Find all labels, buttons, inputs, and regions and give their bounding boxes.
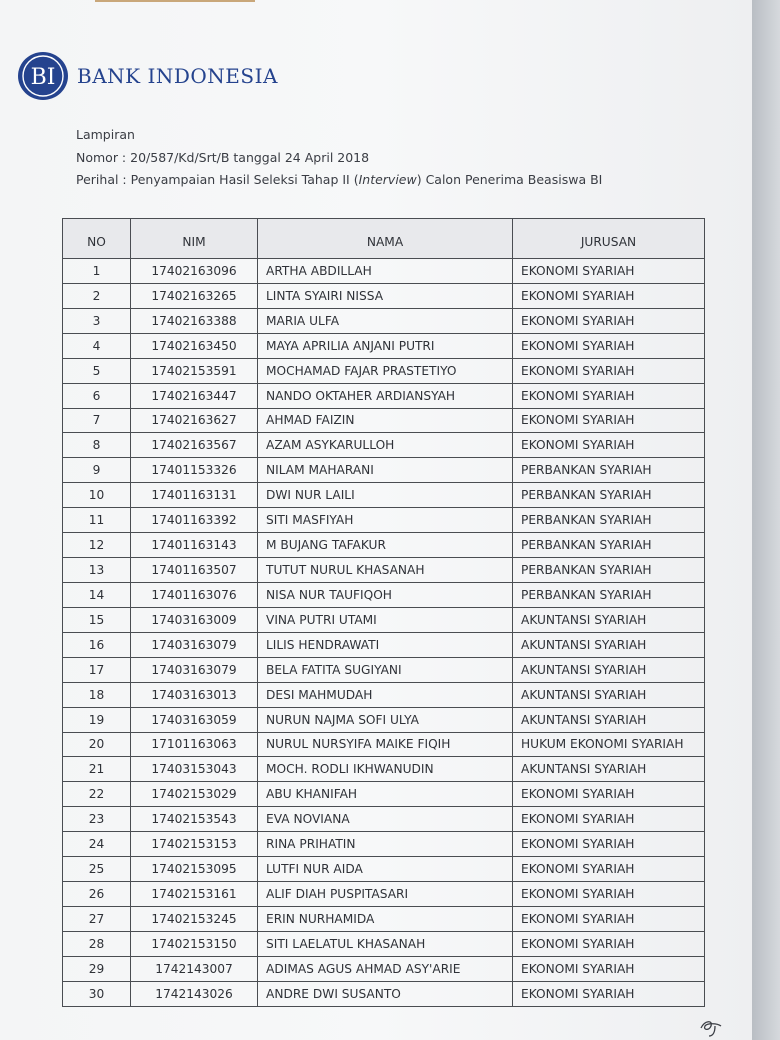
lampiran-label: Lampiran [76, 127, 135, 142]
row-jurusan: EKONOMI SYARIAH [513, 832, 705, 857]
row-nama: ANDRE DWI SUSANTO [258, 981, 513, 1006]
table-row [63, 757, 705, 782]
header-no: NO [63, 219, 131, 259]
row-nama: MOCHAMAD FAJAR PRASTETIYO [258, 358, 513, 383]
header-nim: NIM [131, 219, 258, 259]
table-row [63, 458, 705, 483]
row-no: 20 [63, 732, 131, 757]
table-row [63, 732, 705, 757]
table-header-row [63, 219, 705, 259]
row-nim: 17401163076 [131, 582, 258, 607]
table-row [63, 383, 705, 408]
row-nim: 17101163063 [131, 732, 258, 757]
binder-strip [95, 0, 255, 2]
row-jurusan: EKONOMI SYARIAH [513, 358, 705, 383]
table-row [63, 981, 705, 1006]
row-nim: 17402153153 [131, 832, 258, 857]
row-no: 23 [63, 807, 131, 832]
row-nama: EVA NOVIANA [258, 807, 513, 832]
row-jurusan: EKONOMI SYARIAH [513, 981, 705, 1006]
page-edge-shadow [752, 0, 780, 1040]
perihal-italic: Interview [358, 172, 417, 187]
row-nim: 17402153543 [131, 807, 258, 832]
table-row [63, 857, 705, 882]
row-nim: 17402163096 [131, 259, 258, 284]
row-nim: 17402153095 [131, 857, 258, 882]
row-no: 16 [63, 632, 131, 657]
handwritten-initial-icon [695, 1014, 729, 1038]
table-row [63, 807, 705, 832]
row-nim: 17401153326 [131, 458, 258, 483]
table-row [63, 832, 705, 857]
row-nim: 17403153043 [131, 757, 258, 782]
perihal-line [76, 169, 602, 192]
row-nama: NILAM MAHARANI [258, 458, 513, 483]
bi-logo-icon [18, 52, 68, 100]
row-no: 3 [63, 308, 131, 333]
table-row [63, 956, 705, 981]
row-jurusan: AKUNTANSI SYARIAH [513, 707, 705, 732]
row-nama: ABU KHANIFAH [258, 782, 513, 807]
row-no: 12 [63, 533, 131, 558]
row-no: 9 [63, 458, 131, 483]
row-nama: NURUN NAJMA SOFI ULYA [258, 707, 513, 732]
row-nim: 17402153245 [131, 906, 258, 931]
row-no: 11 [63, 508, 131, 533]
row-nama: NISA NUR TAUFIQOH [258, 582, 513, 607]
row-no: 4 [63, 333, 131, 358]
row-nama: MAYA APRILIA ANJANI PUTRI [258, 333, 513, 358]
row-nim: 17402163567 [131, 433, 258, 458]
bank-indonesia-logo [18, 52, 278, 100]
row-jurusan: AKUNTANSI SYARIAH [513, 632, 705, 657]
row-nim: 17402153150 [131, 931, 258, 956]
table-row [63, 259, 705, 284]
row-nama: BELA FATITA SUGIYANI [258, 657, 513, 682]
table-row [63, 607, 705, 632]
header-jurusan: JURUSAN [513, 219, 705, 259]
row-jurusan: EKONOMI SYARIAH [513, 882, 705, 907]
table-row [63, 283, 705, 308]
table-row [63, 533, 705, 558]
row-nama: ADIMAS AGUS AHMAD ASY'ARIE [258, 956, 513, 981]
row-nama: LINTA SYAIRI NISSA [258, 283, 513, 308]
row-nim: 17403163079 [131, 632, 258, 657]
row-nim: 17402163388 [131, 308, 258, 333]
row-nim: 17402163450 [131, 333, 258, 358]
row-jurusan: HUKUM EKONOMI SYARIAH [513, 732, 705, 757]
row-nama: MARIA ULFA [258, 308, 513, 333]
table-row [63, 408, 705, 433]
table-row [63, 358, 705, 383]
row-jurusan: EKONOMI SYARIAH [513, 807, 705, 832]
row-nama: DWI NUR LAILI [258, 483, 513, 508]
row-jurusan: PERBANKAN SYARIAH [513, 508, 705, 533]
row-jurusan: EKONOMI SYARIAH [513, 906, 705, 931]
row-jurusan: AKUNTANSI SYARIAH [513, 757, 705, 782]
table-row [63, 333, 705, 358]
row-jurusan: EKONOMI SYARIAH [513, 782, 705, 807]
row-nim: 17401163392 [131, 508, 258, 533]
row-jurusan: EKONOMI SYARIAH [513, 259, 705, 284]
letter-metadata [76, 124, 602, 192]
row-no: 10 [63, 483, 131, 508]
nomor-line: Nomor : 20/587/Kd/Srt/B tanggal 24 April 2018 [76, 149, 370, 165]
row-nim: 17401163507 [131, 558, 258, 583]
row-jurusan: EKONOMI SYARIAH [513, 956, 705, 981]
row-jurusan: EKONOMI SYARIAH [513, 333, 705, 358]
row-no: 2 [63, 283, 131, 308]
table-row [63, 632, 705, 657]
row-jurusan: AKUNTANSI SYARIAH [513, 607, 705, 632]
row-jurusan: PERBANKAN SYARIAH [513, 558, 705, 583]
row-jurusan: AKUNTANSI SYARIAH [513, 657, 705, 682]
row-no: 22 [63, 782, 131, 807]
row-no: 28 [63, 931, 131, 956]
row-jurusan: PERBANKAN SYARIAH [513, 458, 705, 483]
row-no: 25 [63, 857, 131, 882]
row-nim: 17402163627 [131, 408, 258, 433]
perihal-suffix: ) Calon Penerima Beasiswa BI [416, 172, 603, 187]
row-nim: 17403163013 [131, 682, 258, 707]
row-no: 19 [63, 707, 131, 732]
row-nama: ERIN NURHAMIDA [258, 906, 513, 931]
row-nama: DESI MAHMUDAH [258, 682, 513, 707]
table-row [63, 558, 705, 583]
row-nama: LUTFI NUR AIDA [258, 857, 513, 882]
row-no: 24 [63, 832, 131, 857]
row-no: 29 [63, 956, 131, 981]
row-jurusan: EKONOMI SYARIAH [513, 857, 705, 882]
row-jurusan: EKONOMI SYARIAH [513, 283, 705, 308]
table-row [63, 508, 705, 533]
row-nim: 1742143026 [131, 981, 258, 1006]
row-nama: TUTUT NURUL KHASANAH [258, 558, 513, 583]
row-no: 30 [63, 981, 131, 1006]
row-nim: 17402153591 [131, 358, 258, 383]
row-no: 13 [63, 558, 131, 583]
results-table [62, 218, 705, 1007]
row-no: 14 [63, 582, 131, 607]
row-no: 1 [63, 259, 131, 284]
row-nama: ALIF DIAH PUSPITASARI [258, 882, 513, 907]
row-nama: AHMAD FAIZIN [258, 408, 513, 433]
row-nama: NURUL NURSYIFA MAIKE FIQIH [258, 732, 513, 757]
table-row [63, 582, 705, 607]
row-nim: 17402153029 [131, 782, 258, 807]
table-row [63, 782, 705, 807]
row-jurusan: PERBANKAN SYARIAH [513, 582, 705, 607]
row-nim: 17403163059 [131, 707, 258, 732]
row-nama: ARTHA ABDILLAH [258, 259, 513, 284]
row-jurusan: EKONOMI SYARIAH [513, 408, 705, 433]
table-row [63, 308, 705, 333]
svg-text:BI: BI [30, 65, 56, 90]
row-jurusan: EKONOMI SYARIAH [513, 931, 705, 956]
row-jurusan: EKONOMI SYARIAH [513, 308, 705, 333]
logo-text: BANK INDONESIA [77, 64, 278, 88]
row-nim: 17403163079 [131, 657, 258, 682]
row-nama: LILIS HENDRAWATI [258, 632, 513, 657]
row-no: 7 [63, 408, 131, 433]
row-no: 8 [63, 433, 131, 458]
row-nim: 17401163143 [131, 533, 258, 558]
row-nama: VINA PUTRI UTAMI [258, 607, 513, 632]
row-jurusan: PERBANKAN SYARIAH [513, 483, 705, 508]
row-no: 18 [63, 682, 131, 707]
table-row [63, 931, 705, 956]
table-row [63, 707, 705, 732]
table-row [63, 657, 705, 682]
row-no: 26 [63, 882, 131, 907]
row-nama: M BUJANG TAFAKUR [258, 533, 513, 558]
table-row [63, 882, 705, 907]
row-nama: SITI LAELATUL KHASANAH [258, 931, 513, 956]
row-nim: 17403163009 [131, 607, 258, 632]
row-nim: 17402163265 [131, 283, 258, 308]
bi-monogram-icon [18, 52, 68, 100]
row-no: 15 [63, 607, 131, 632]
row-nama: SITI MASFIYAH [258, 508, 513, 533]
perihal-prefix: Perihal : Penyampaian Hasil Seleksi Tahap II ( [76, 172, 359, 187]
row-nama: MOCH. RODLI IKHWANUDIN [258, 757, 513, 782]
row-no: 27 [63, 906, 131, 931]
row-nim: 17402163447 [131, 383, 258, 408]
table-row [63, 433, 705, 458]
table-row [63, 483, 705, 508]
row-nama: RINA PRIHATIN [258, 832, 513, 857]
row-jurusan: EKONOMI SYARIAH [513, 433, 705, 458]
row-no: 17 [63, 657, 131, 682]
row-jurusan: AKUNTANSI SYARIAH [513, 682, 705, 707]
row-nim: 1742143007 [131, 956, 258, 981]
row-nim: 17402153161 [131, 882, 258, 907]
row-no: 21 [63, 757, 131, 782]
row-no: 6 [63, 383, 131, 408]
row-nama: AZAM ASYKARULLOH [258, 433, 513, 458]
table-row [63, 906, 705, 931]
row-jurusan: EKONOMI SYARIAH [513, 383, 705, 408]
table-body [63, 259, 705, 1007]
header-nama: NAMA [258, 219, 513, 259]
row-nama: NANDO OKTAHER ARDIANSYAH [258, 383, 513, 408]
row-jurusan: PERBANKAN SYARIAH [513, 533, 705, 558]
row-no: 5 [63, 358, 131, 383]
table-row [63, 682, 705, 707]
row-nim: 17401163131 [131, 483, 258, 508]
